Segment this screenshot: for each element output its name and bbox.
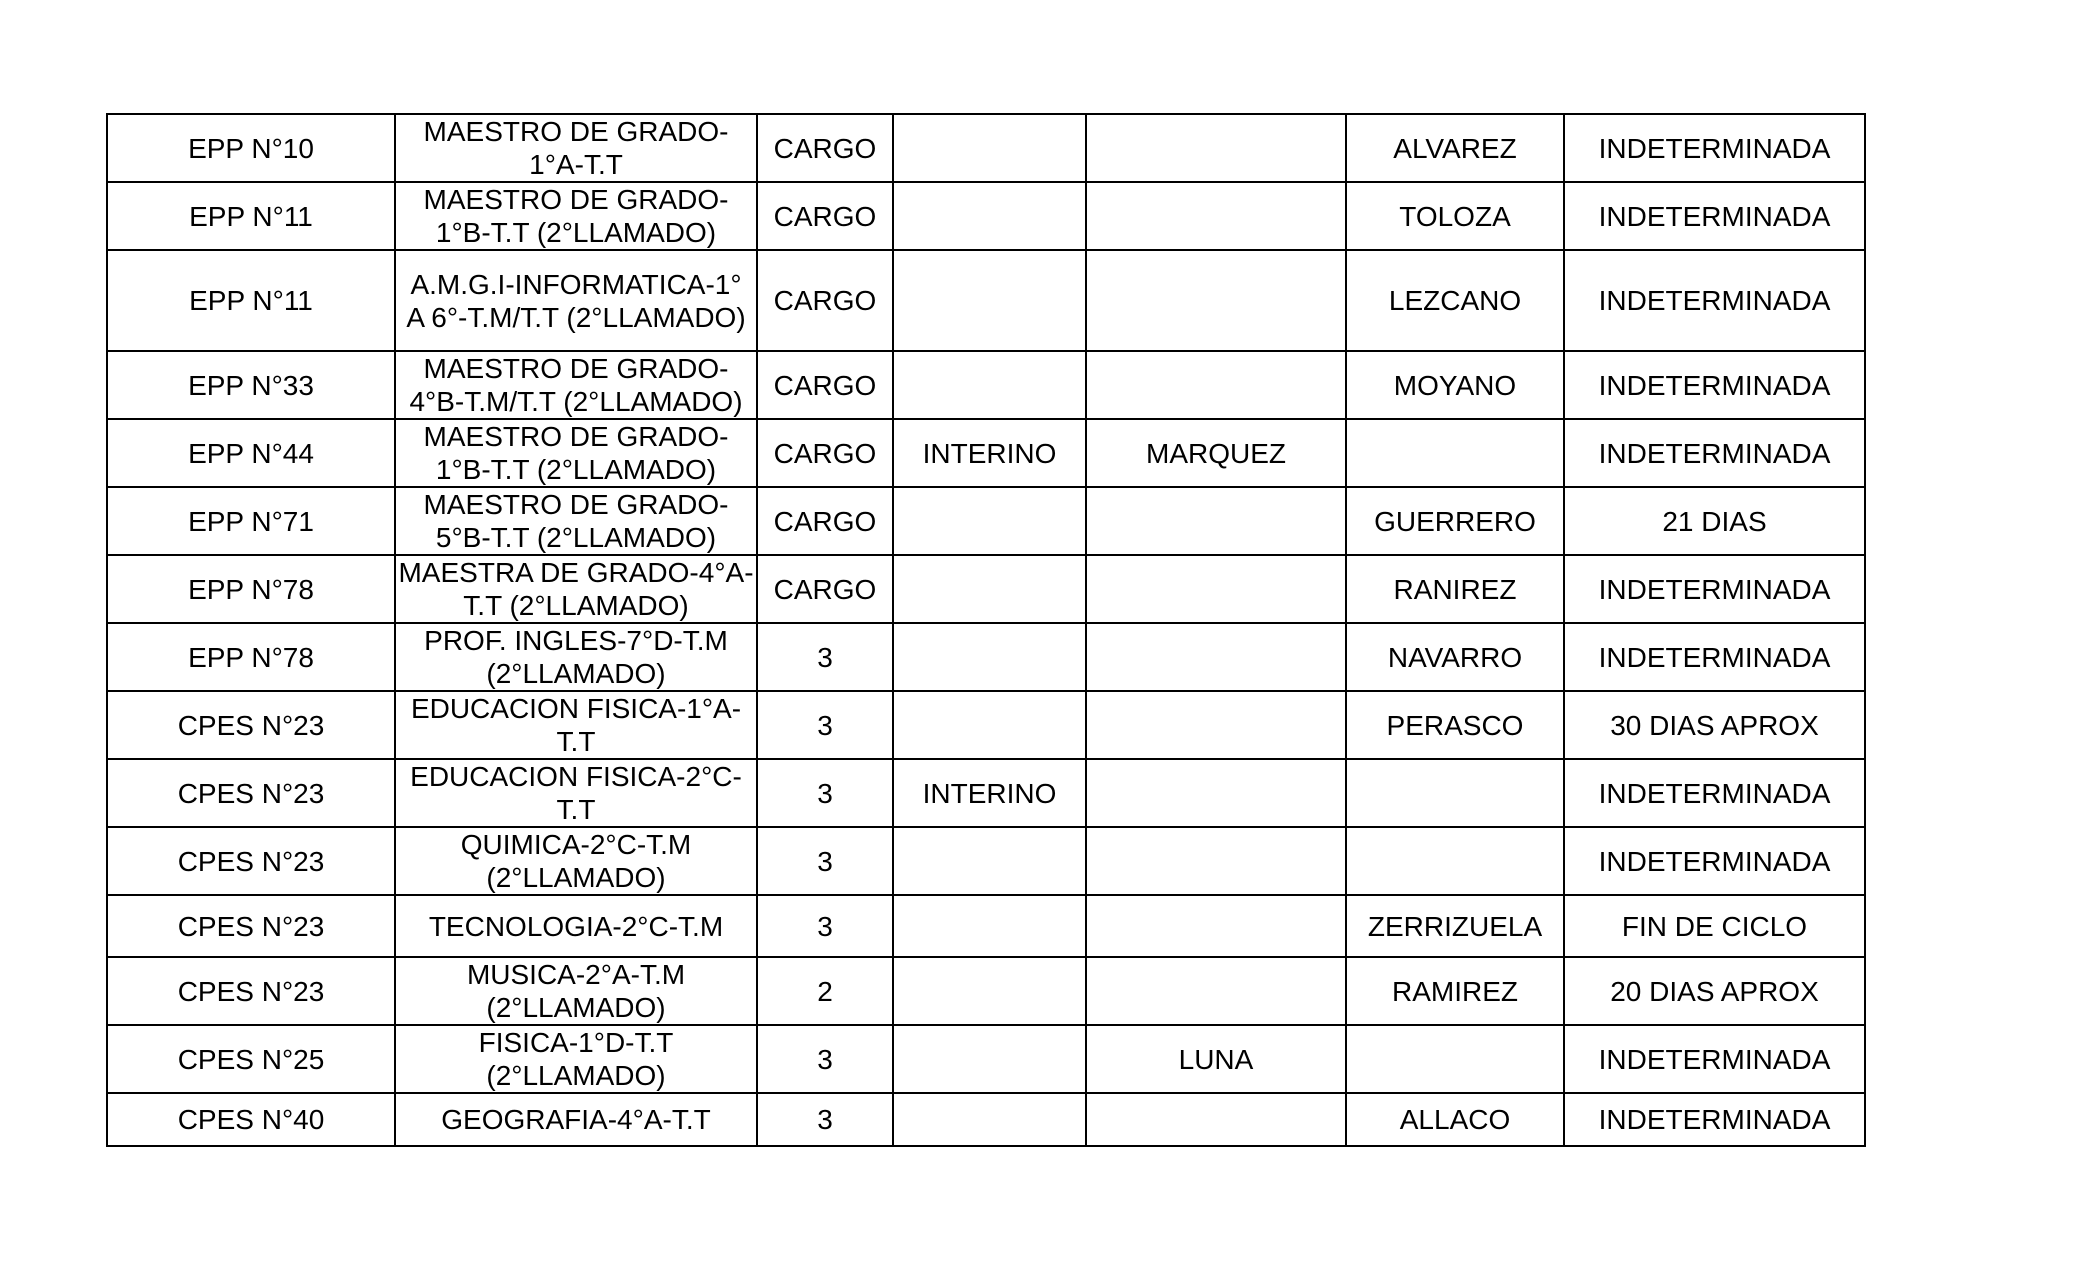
holder-cell [1086,487,1346,555]
duration-cell: 20 DIAS APROX [1564,957,1865,1025]
holder-cell [1086,182,1346,250]
school-cell: CPES N°23 [107,827,395,895]
replaced-cell: GUERRERO [1346,487,1564,555]
holder-cell [1086,895,1346,957]
table-row [107,691,1865,759]
hours-cell: CARGO [757,555,893,623]
position-cell: MAESTRO DE GRADO-1°A-T.T [395,114,757,182]
duration-cell: 21 DIAS [1564,487,1865,555]
school-cell: CPES N°23 [107,895,395,957]
holder-cell [1086,623,1346,691]
table-row [107,759,1865,827]
replaced-cell: TOLOZA [1346,182,1564,250]
hours-cell: 3 [757,759,893,827]
replaced-cell: NAVARRO [1346,623,1564,691]
replaced-cell: MOYANO [1346,351,1564,419]
status-cell [893,351,1086,419]
position-cell: A.M.G.I-INFORMATICA-1° A 6°-T.M/T.T (2°LLAMADO) [395,250,757,351]
school-cell: EPP N°78 [107,555,395,623]
table-row [107,250,1865,351]
status-cell [893,957,1086,1025]
table-row [107,1093,1865,1146]
duration-cell: INDETERMINADA [1564,555,1865,623]
duration-cell: INDETERMINADA [1564,114,1865,182]
hours-cell: CARGO [757,114,893,182]
position-cell: EDUCACION FISICA-2°C-T.T [395,759,757,827]
status-cell [893,487,1086,555]
table-row [107,895,1865,957]
status-cell [893,895,1086,957]
table-row [107,827,1865,895]
holder-cell [1086,555,1346,623]
status-cell [893,827,1086,895]
duration-cell: INDETERMINADA [1564,419,1865,487]
replaced-cell [1346,419,1564,487]
school-cell: EPP N°11 [107,182,395,250]
position-cell: PROF. INGLES-7°D-T.M (2°LLAMADO) [395,623,757,691]
table-row [107,114,1865,182]
duration-cell: INDETERMINADA [1564,827,1865,895]
position-cell: MAESTRO DE GRADO-4°B-T.M/T.T (2°LLAMADO) [395,351,757,419]
replaced-cell: RAMIREZ [1346,957,1564,1025]
duration-cell: INDETERMINADA [1564,351,1865,419]
duration-cell: INDETERMINADA [1564,250,1865,351]
status-cell [893,1093,1086,1146]
duration-cell: INDETERMINADA [1564,1025,1865,1093]
position-cell: MUSICA-2°A-T.M (2°LLAMADO) [395,957,757,1025]
status-cell: INTERINO [893,419,1086,487]
school-cell: EPP N°11 [107,250,395,351]
hours-cell: CARGO [757,487,893,555]
holder-cell [1086,250,1346,351]
hours-cell: CARGO [757,351,893,419]
position-cell: MAESTRO DE GRADO-1°B-T.T (2°LLAMADO) [395,419,757,487]
duration-cell: INDETERMINADA [1564,759,1865,827]
status-cell [893,691,1086,759]
duration-cell: FIN DE CICLO [1564,895,1865,957]
position-cell: GEOGRAFIA-4°A-T.T [395,1093,757,1146]
school-cell: CPES N°23 [107,691,395,759]
position-cell: TECNOLOGIA-2°C-T.M [395,895,757,957]
holder-cell [1086,351,1346,419]
status-cell [893,623,1086,691]
status-cell [893,114,1086,182]
table-row [107,555,1865,623]
hours-cell: CARGO [757,182,893,250]
holder-cell [1086,1093,1346,1146]
table-row [107,623,1865,691]
school-cell: EPP N°10 [107,114,395,182]
school-cell: CPES N°23 [107,957,395,1025]
hours-cell: 3 [757,1025,893,1093]
replaced-cell: PERASCO [1346,691,1564,759]
holder-cell [1086,114,1346,182]
position-cell: QUIMICA-2°C-T.M (2°LLAMADO) [395,827,757,895]
status-cell [893,182,1086,250]
school-cell: EPP N°33 [107,351,395,419]
school-cell: CPES N°40 [107,1093,395,1146]
hours-cell: 3 [757,827,893,895]
vacancy-table-body [107,114,1865,1146]
duration-cell: INDETERMINADA [1564,623,1865,691]
position-cell: MAESTRO DE GRADO-1°B-T.T (2°LLAMADO) [395,182,757,250]
position-cell: EDUCACION FISICA-1°A-T.T [395,691,757,759]
table-row [107,1025,1865,1093]
hours-cell: CARGO [757,419,893,487]
holder-cell [1086,759,1346,827]
status-cell [893,555,1086,623]
school-cell: EPP N°71 [107,487,395,555]
hours-cell: 3 [757,623,893,691]
vacancy-table [106,113,1866,1147]
table-row [107,957,1865,1025]
holder-cell [1086,957,1346,1025]
school-cell: CPES N°23 [107,759,395,827]
table-row [107,182,1865,250]
replaced-cell: ZERRIZUELA [1346,895,1564,957]
school-cell: EPP N°44 [107,419,395,487]
replaced-cell [1346,759,1564,827]
school-cell: CPES N°25 [107,1025,395,1093]
holder-cell [1086,691,1346,759]
hours-cell: 3 [757,895,893,957]
table-row [107,419,1865,487]
position-cell: MAESTRO DE GRADO-5°B-T.T (2°LLAMADO) [395,487,757,555]
duration-cell: INDETERMINADA [1564,182,1865,250]
position-cell: MAESTRA DE GRADO-4°A-T.T (2°LLAMADO) [395,555,757,623]
replaced-cell [1346,827,1564,895]
holder-cell: LUNA [1086,1025,1346,1093]
table-row [107,487,1865,555]
replaced-cell [1346,1025,1564,1093]
replaced-cell: ALVAREZ [1346,114,1564,182]
status-cell: INTERINO [893,759,1086,827]
hours-cell: 2 [757,957,893,1025]
status-cell [893,250,1086,351]
replaced-cell: LEZCANO [1346,250,1564,351]
duration-cell: INDETERMINADA [1564,1093,1865,1146]
hours-cell: 3 [757,691,893,759]
school-cell: EPP N°78 [107,623,395,691]
holder-cell: MARQUEZ [1086,419,1346,487]
hours-cell: 3 [757,1093,893,1146]
holder-cell [1086,827,1346,895]
status-cell [893,1025,1086,1093]
replaced-cell: ALLACO [1346,1093,1564,1146]
table-row [107,351,1865,419]
hours-cell: CARGO [757,250,893,351]
replaced-cell: RANIREZ [1346,555,1564,623]
position-cell: FISICA-1°D-T.T (2°LLAMADO) [395,1025,757,1093]
duration-cell: 30 DIAS APROX [1564,691,1865,759]
